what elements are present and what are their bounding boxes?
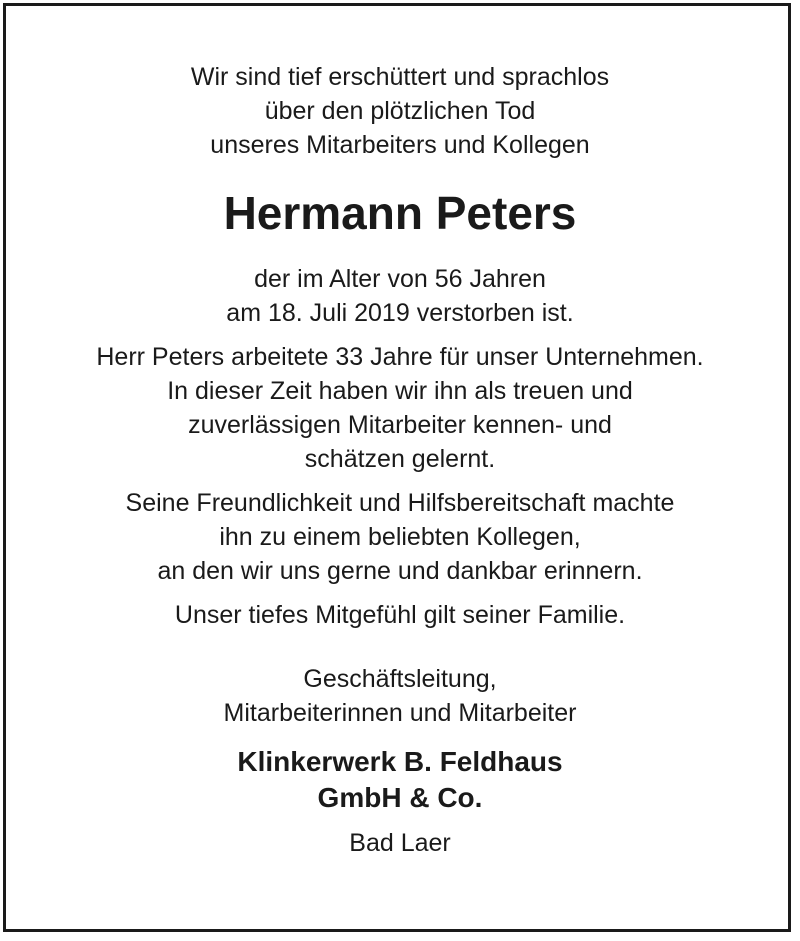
intro-line: Wir sind tief erschüttert und sprachlos xyxy=(190,63,610,91)
sympathy-block xyxy=(6,598,794,632)
company-city: Bad Laer xyxy=(349,829,451,857)
tenure-line: Herr Peters arbeitete 33 Jahre für unser Unternehmen. xyxy=(96,343,704,371)
city-block xyxy=(6,826,794,860)
tenure-line: schätzen gelernt. xyxy=(304,445,496,473)
company-legal-form: GmbH & Co. xyxy=(317,782,483,813)
intro-line: über den plötzlichen Tod xyxy=(264,97,536,125)
company-block xyxy=(6,744,794,816)
character-block xyxy=(6,486,794,588)
tenure-line: In dieser Zeit haben wir ihn als treuen und xyxy=(167,377,633,405)
company-name: Klinkerwerk B. Feldhaus xyxy=(237,746,563,777)
tenure-line: zuverlässigen Mitarbeiter kennen- und xyxy=(188,411,612,439)
age-date-block xyxy=(6,262,794,330)
date-line: am 18. Juli 2019 verstorben ist. xyxy=(226,299,574,327)
signer-line: Mitarbeiterinnen und Mitarbeiter xyxy=(223,699,577,727)
character-line: ihn zu einem beliebten Kollegen, xyxy=(219,523,581,551)
deceased-name: Hermann Peters xyxy=(223,187,577,239)
intro-block xyxy=(6,60,794,162)
tenure-block xyxy=(6,340,794,476)
obituary-notice xyxy=(6,60,794,860)
signer-line: Geschäftsleitung, xyxy=(303,665,497,693)
character-line: an den wir uns gerne und dankbar erinnern. xyxy=(157,557,643,585)
intro-line: unseres Mitarbeiters und Kollegen xyxy=(210,131,590,159)
character-line: Seine Freundlichkeit und Hilfsbereitschaft machte xyxy=(125,489,675,517)
sympathy-line: Unser tiefes Mitgefühl gilt seiner Familie. xyxy=(174,601,626,629)
age-line: der im Alter von 56 Jahren xyxy=(254,265,546,293)
signers-block xyxy=(6,662,794,730)
